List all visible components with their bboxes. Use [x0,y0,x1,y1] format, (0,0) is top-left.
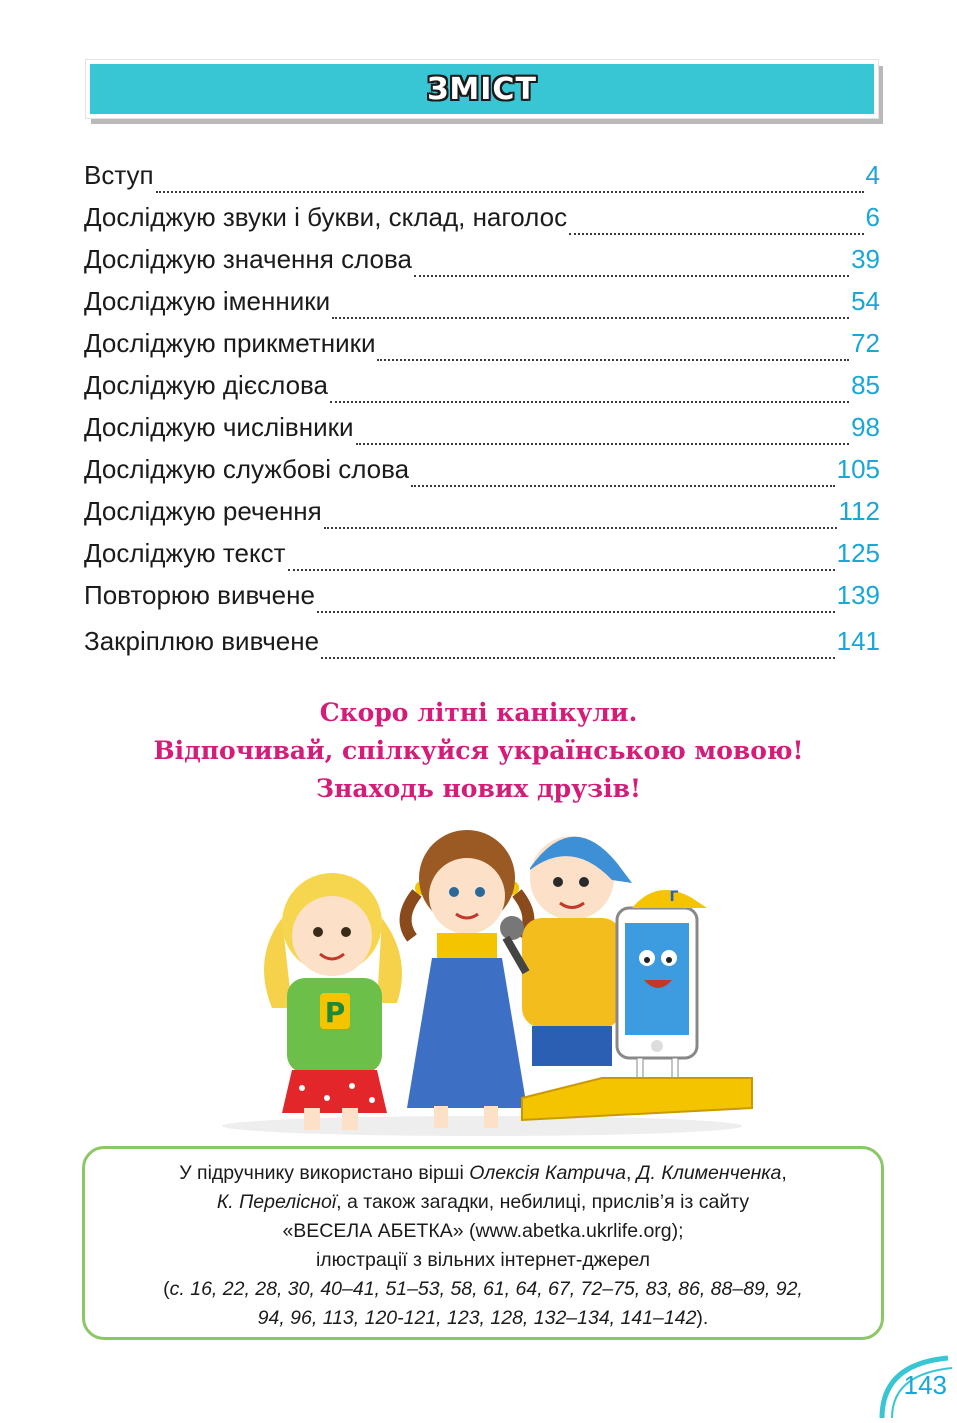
toc-entry-title: Досліджую звуки і букви, склад, наголос [84,202,568,232]
credits-box [82,1146,884,1340]
toc-entry-page[interactable]: 54 [851,286,880,316]
toc-entry-title: Повторюю вивчене [84,580,315,610]
ground-shadow [222,1116,742,1136]
credits-line: ілюстрації з вільних інтернет-джерел [315,1249,651,1271]
yellow-pedestal [522,1078,752,1120]
toc-entry[interactable] [84,202,880,244]
toc-entry-page[interactable]: 4 [865,160,880,190]
dot-leader [288,568,835,571]
toc-entry[interactable] [84,370,880,412]
dot-leader [414,274,849,277]
dot-leader [330,400,849,403]
contents-header [86,60,878,118]
toc-entry[interactable] [84,244,880,286]
toc-entry-page[interactable]: 141 [836,626,880,656]
girl-brown-figure [406,830,529,1128]
dot-leader [377,358,849,361]
toc-entry[interactable] [84,160,880,202]
contents-title: ЗМІСТ [427,71,537,107]
toc-entry-title: Досліджую значення слова [84,244,412,274]
toc-entry-title: Досліджую іменники [84,286,331,316]
page-number-corner [868,1352,957,1418]
toc-entry[interactable] [84,580,880,622]
girl-blonde-figure [264,873,402,1130]
toc-entry-page[interactable]: 125 [836,538,880,568]
smartphone-character [617,889,707,1093]
summer-message [0,694,957,808]
toc-entry-page[interactable]: 112 [838,496,880,526]
dot-leader [411,484,835,487]
message-line: Скоро літні канікули. [319,698,638,727]
toc-entry[interactable] [84,286,880,328]
table-of-contents [84,160,880,668]
toc-entry-page[interactable]: 72 [851,328,880,358]
shirt-letter: Р [324,996,346,1029]
message-line: Знаходь нових друзів! [316,774,641,803]
toc-entry-page[interactable]: 105 [836,454,880,484]
dot-leader [317,610,835,613]
toc-entry-title: Досліджую службові слова [84,454,410,484]
dot-leader [156,190,864,193]
dot-leader [321,656,835,659]
toc-entry-title: Вступ [84,160,154,190]
toc-entry-page[interactable]: 6 [865,202,880,232]
dot-leader [569,232,863,235]
credits-line: У підручнику використано вірші Олексія Катрича, Д. Клименченка, [179,1162,787,1184]
toc-entry-page[interactable]: 139 [836,580,880,610]
page-number: 143 [903,1370,947,1400]
boy-figure [500,836,632,1066]
toc-entry-title: Досліджую прикметники [84,328,376,358]
dot-leader [332,316,849,319]
credits-line: «ВЕСЕЛА АБЕТКА» (www.abetka.ukrlife.org); [282,1220,684,1242]
toc-entry-page[interactable]: 85 [851,370,880,400]
message-line: Відпочивай, спілкуйся українською мовою! [153,736,804,765]
credits-line: К. Перелісної, а також загадки, небилиці, прислів’я із сайту [216,1191,750,1213]
toc-entry[interactable] [84,454,880,496]
children-illustration [212,808,772,1138]
toc-entry[interactable] [84,626,880,668]
toc-entry-title: Досліджую числівники [84,412,354,442]
dot-leader [356,442,850,445]
credits-line: (с. 16, 22, 28, 30, 40–41, 51–53, 58, 61, 64, 67, 72–75, 83, 86, 88–89, 92, [163,1278,803,1300]
cap-letter: Г [669,889,679,905]
toc-entry[interactable] [84,328,880,370]
toc-entry-page[interactable]: 98 [851,412,880,442]
toc-entry-title: Досліджую речення [84,496,322,526]
toc-entry[interactable] [84,538,880,580]
toc-entry-title: Закріплюю вивчене [84,626,320,656]
toc-entry-page[interactable]: 39 [851,244,880,274]
credits-line: 94, 96, 113, 120-121, 123, 128, 132–134, 141–142). [257,1307,709,1329]
toc-entry-title: Досліджую дієслова [84,370,329,400]
toc-entry[interactable] [84,496,880,538]
toc-entry[interactable] [84,412,880,454]
toc-entry-title: Досліджую текст [84,538,286,568]
dot-leader [324,526,837,529]
